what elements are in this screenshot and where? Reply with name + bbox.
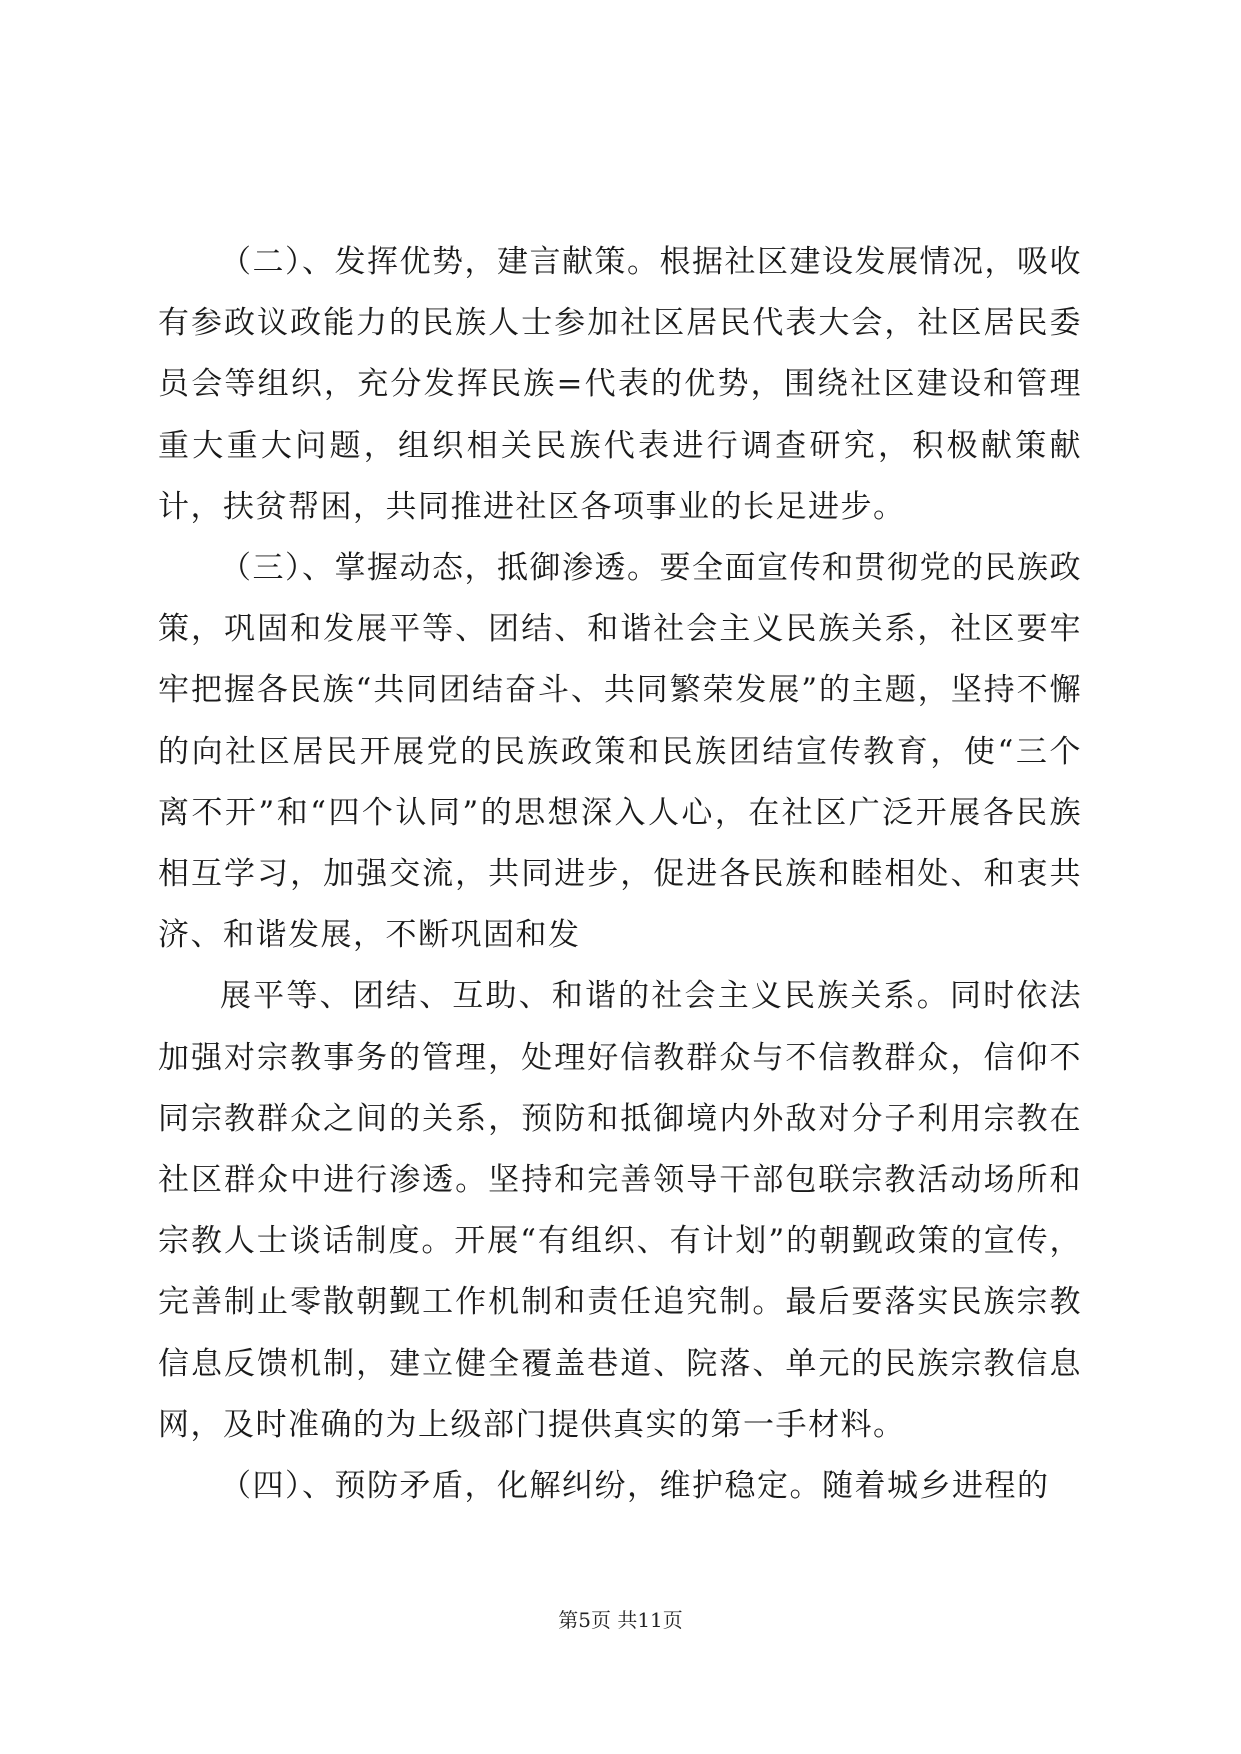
paragraph-3: （三）、掌握动态，抵御渗透。要全面宣传和贯彻党的民族政策，巩固和发展平等、团结、和谐社会主义民族关系，社区要牢牢把握各民族“共同团结奋斗、共同繁荣发展”的主题，坚持不懈的向社区居民开展党的民族政策和民族团结宣传教育，使“三个离不开”和“四个认同”的思想深入人心，在社区广泛开展各民族相互学习，加强交流，共同进步，促进各民族和睦相处、和衷共济、和谐发展，不断巩固和发 (158, 550, 1082, 954)
page-footer: 第5页 共11页 (558, 1608, 683, 1632)
document-body (158, 232, 1082, 1517)
paragraph-4: （四）、预防矛盾，化解纠纷，维护稳定。随着城乡进程的 (220, 1468, 1050, 1505)
paragraph-2: （二）、发挥优势，建言献策。根据社区建设发展情况，吸收有参政议政能力的民族人士参加社区居民代表大会，社区居民委员会等组织，充分发挥民族=代表的优势，围绕社区建设和管理重大重大问题，组织相关民族代表进行调查研究，积极献策献计，扶贫帮困，共同推进社区各项事业的长足进步。 (158, 244, 1082, 525)
paragraph-continuation: 展平等、团结、互助、和谐的社会主义民族关系。同时依法加强对宗教事务的管理，处理好信教群众与不信教群众，信仰不同宗教群众之间的关系，预防和抵御境内外敌对分子利用宗教在社区群众中进行渗透。坚持和完善领导干部包联宗教活动场所和宗教人士谈话制度。开展“有组织、有计划”的朝觐政策的宣传，完善制止零散朝觐工作机制和责任追究制。最后要落实民族宗教信息反馈机制，建立健全覆盖巷道、院落、单元的民族宗教信息网，及时准确的为上级部门提供真实的第一手材料。 (158, 978, 1082, 1443)
